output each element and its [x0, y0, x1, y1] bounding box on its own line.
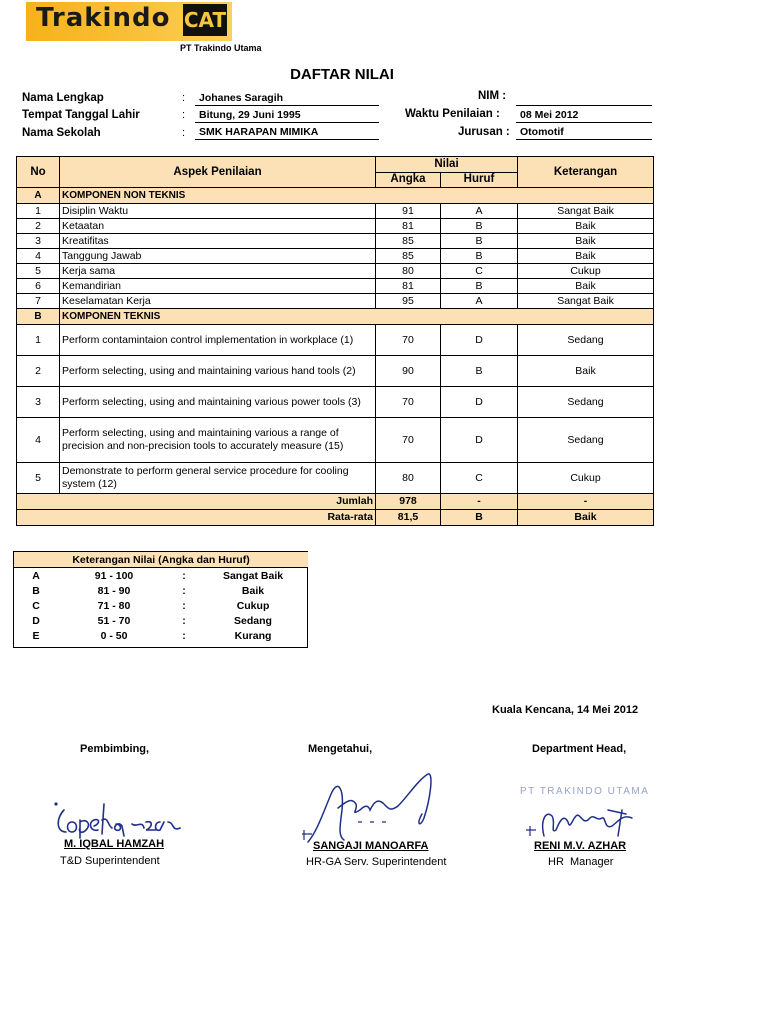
row-huruf: B: [441, 279, 518, 294]
colon: :: [182, 109, 186, 121]
pembimbing-name: M. IQBAL HAMZAH: [64, 838, 165, 850]
row-keterangan: Sedang: [518, 325, 654, 356]
table-row: [17, 294, 654, 309]
legend-sep: :: [182, 584, 186, 597]
legend-range: 81 - 90: [97, 584, 131, 597]
section-b-code: B: [17, 309, 60, 325]
legend-row: [14, 568, 308, 584]
row-no: 3: [17, 234, 60, 249]
jumlah-label: Jumlah: [17, 494, 376, 510]
row-no: 1: [17, 325, 60, 356]
row-no: 2: [17, 356, 60, 387]
grade-legend: [14, 552, 308, 643]
legend-desc: Cukup: [236, 599, 270, 612]
row-no: 5: [17, 264, 60, 279]
table-row: [17, 264, 654, 279]
table-row: [17, 234, 654, 249]
legend-sep: :: [182, 629, 186, 642]
row-keterangan: Baik: [518, 234, 654, 249]
colon: :: [182, 127, 186, 139]
rata-keterangan: Baik: [518, 510, 654, 526]
table-row: [17, 279, 654, 294]
row-aspek: Demonstrate to perform general service procedure for cooling system (12): [60, 463, 376, 494]
legend-sep: :: [182, 599, 186, 612]
row-angka: 81: [376, 279, 441, 294]
legend-desc: Sangat Baik: [222, 569, 284, 582]
row-huruf: B: [441, 219, 518, 234]
pembimbing-signature: [50, 798, 200, 840]
row-no: 6: [17, 279, 60, 294]
section-b-title: KOMPONEN TEKNIS: [60, 309, 654, 325]
col-keterangan: Keterangan: [518, 157, 654, 188]
mengetahui-signature: [298, 770, 448, 850]
row-aspek: Perform selecting, using and maintaining various a range of precision and non-precision tools to accurately measure (15): [60, 418, 376, 463]
ttl-label: Tempat Tanggal Lahir: [22, 109, 140, 121]
col-no: No: [17, 157, 60, 188]
row-keterangan: Sedang: [518, 418, 654, 463]
row-angka: 81: [376, 219, 441, 234]
col-angka: Angka: [376, 172, 441, 188]
row-keterangan: Sangat Baik: [518, 294, 654, 309]
table-row: [17, 249, 654, 264]
row-angka: 95: [376, 294, 441, 309]
mengetahui-name: SANGAJI MANOARFA: [313, 840, 429, 852]
legend-grade: E: [32, 629, 40, 642]
col-huruf: Huruf: [441, 172, 518, 188]
row-aspek: Perform selecting, using and maintaining various hand tools (2): [60, 356, 376, 387]
table-row: [17, 356, 654, 387]
row-angka: 70: [376, 325, 441, 356]
row-aspek: Perform contamintaion control implementation in workplace (1): [60, 325, 376, 356]
legend-sep: :: [182, 569, 186, 582]
legend-range: 51 - 70: [97, 614, 131, 627]
row-huruf: C: [441, 463, 518, 494]
dept-role: HR Manager: [548, 856, 614, 868]
table-row: [17, 219, 654, 234]
table-row: [17, 463, 654, 494]
row-angka: 91: [376, 204, 441, 219]
company-stamp: PT TRAKINDO UTAMA: [520, 786, 650, 797]
row-angka: 85: [376, 234, 441, 249]
row-huruf: D: [441, 418, 518, 463]
legend-grade: C: [32, 599, 40, 612]
cat-logo-icon: CAT: [183, 4, 227, 36]
sekolah-label: Nama Sekolah: [22, 127, 101, 139]
ttl-value: Bitung, 29 Juni 1995: [195, 108, 379, 123]
jurusan-value: Otomotif: [516, 125, 652, 140]
table-row: [17, 387, 654, 418]
row-keterangan: Sangat Baik: [518, 204, 654, 219]
row-angka: 90: [376, 356, 441, 387]
row-aspek: Disiplin Waktu: [60, 204, 376, 219]
row-huruf: A: [441, 294, 518, 309]
row-keterangan: Baik: [518, 249, 654, 264]
legend-range: 0 - 50: [100, 629, 128, 642]
legend-desc: Baik: [241, 584, 265, 597]
brand-name: Trakindo: [36, 3, 171, 33]
row-keterangan: Cukup: [518, 264, 654, 279]
waktu-value: 08 Mei 2012: [516, 108, 652, 123]
row-keterangan: Baik: [518, 219, 654, 234]
row-huruf: D: [441, 325, 518, 356]
waktu-label: Waktu Penilaian :: [405, 108, 500, 120]
row-angka: 70: [376, 387, 441, 418]
row-angka: 80: [376, 264, 441, 279]
row-huruf: D: [441, 387, 518, 418]
table-row: [17, 418, 654, 463]
company-name: PT Trakindo Utama: [180, 43, 262, 53]
row-no: 4: [17, 418, 60, 463]
row-aspek: Kemandirian: [60, 279, 376, 294]
rata-label: Rata-rata: [17, 510, 376, 526]
col-aspek: Aspek Penilaian: [60, 157, 376, 188]
colon: :: [182, 92, 186, 104]
row-aspek: Kreatifitas: [60, 234, 376, 249]
grade-table: [16, 156, 654, 526]
section-a-code: A: [17, 188, 60, 204]
row-huruf: B: [441, 249, 518, 264]
row-aspek: Keselamatan Kerja: [60, 294, 376, 309]
legend-grade: A: [32, 569, 40, 582]
pembimbing-role: T&D Superintendent: [60, 855, 160, 867]
row-no: 4: [17, 249, 60, 264]
legend-row: [14, 598, 308, 613]
jumlah-huruf: -: [441, 494, 518, 510]
mengetahui-title: Mengetahui,: [308, 743, 373, 755]
row-keterangan: Baik: [518, 279, 654, 294]
jumlah-angka: 978: [376, 494, 441, 510]
row-aspek: Kerja sama: [60, 264, 376, 279]
legend-grade: B: [32, 584, 40, 597]
legend-grade: D: [32, 614, 40, 627]
row-no: 3: [17, 387, 60, 418]
row-huruf: C: [441, 264, 518, 279]
col-nilai: Nilai: [376, 157, 518, 173]
row-huruf: B: [441, 234, 518, 249]
row-aspek: Tanggung Jawab: [60, 249, 376, 264]
legend-range: 91 - 100: [94, 569, 134, 582]
row-no: 7: [17, 294, 60, 309]
dept-name: RENI M.V. AZHAR: [534, 840, 627, 852]
document-title: DAFTAR NILAI: [290, 66, 394, 83]
row-huruf: B: [441, 356, 518, 387]
row-angka: 85: [376, 249, 441, 264]
row-no: 5: [17, 463, 60, 494]
section-a-title: KOMPONEN NON TEKNIS: [60, 188, 654, 204]
row-huruf: A: [441, 204, 518, 219]
jurusan-label: Jurusan :: [458, 126, 510, 138]
legend-range: 71 - 80: [97, 599, 131, 612]
table-row: [17, 204, 654, 219]
sekolah-value: SMK HARAPAN MIMIKA: [195, 125, 379, 140]
rata-huruf: B: [441, 510, 518, 526]
legend-row: [14, 613, 308, 628]
row-angka: 80: [376, 463, 441, 494]
mengetahui-role: HR-GA Serv. Superintendent: [306, 856, 447, 868]
legend-row: [14, 583, 308, 598]
place-date: Kuala Kencana, 14 Mei 2012: [492, 704, 639, 716]
row-angka: 70: [376, 418, 441, 463]
legend-row: [14, 628, 308, 643]
legend-title: Keterangan Nilai (Angka dan Huruf): [14, 552, 308, 568]
row-keterangan: Baik: [518, 356, 654, 387]
dept-title: Department Head,: [532, 743, 627, 755]
row-aspek: Ketaatan: [60, 219, 376, 234]
nim-label: NIM :: [478, 90, 507, 102]
legend-desc: Sedang: [234, 614, 272, 627]
rata-angka: 81,5: [376, 510, 441, 526]
row-keterangan: Sedang: [518, 387, 654, 418]
nim-value: [516, 91, 652, 106]
table-row: [17, 325, 654, 356]
legend-desc: Kurang: [234, 629, 272, 642]
row-no: 1: [17, 204, 60, 219]
nama-label: Nama Lengkap: [22, 92, 104, 104]
nama-value: Johanes Saragih: [195, 91, 379, 106]
row-no: 2: [17, 219, 60, 234]
pembimbing-title: Pembimbing,: [80, 743, 150, 755]
legend-sep: :: [182, 614, 186, 627]
row-keterangan: Cukup: [518, 463, 654, 494]
jumlah-keterangan: -: [518, 494, 654, 510]
row-aspek: Perform selecting, using and maintaining various power tools (3): [60, 387, 376, 418]
